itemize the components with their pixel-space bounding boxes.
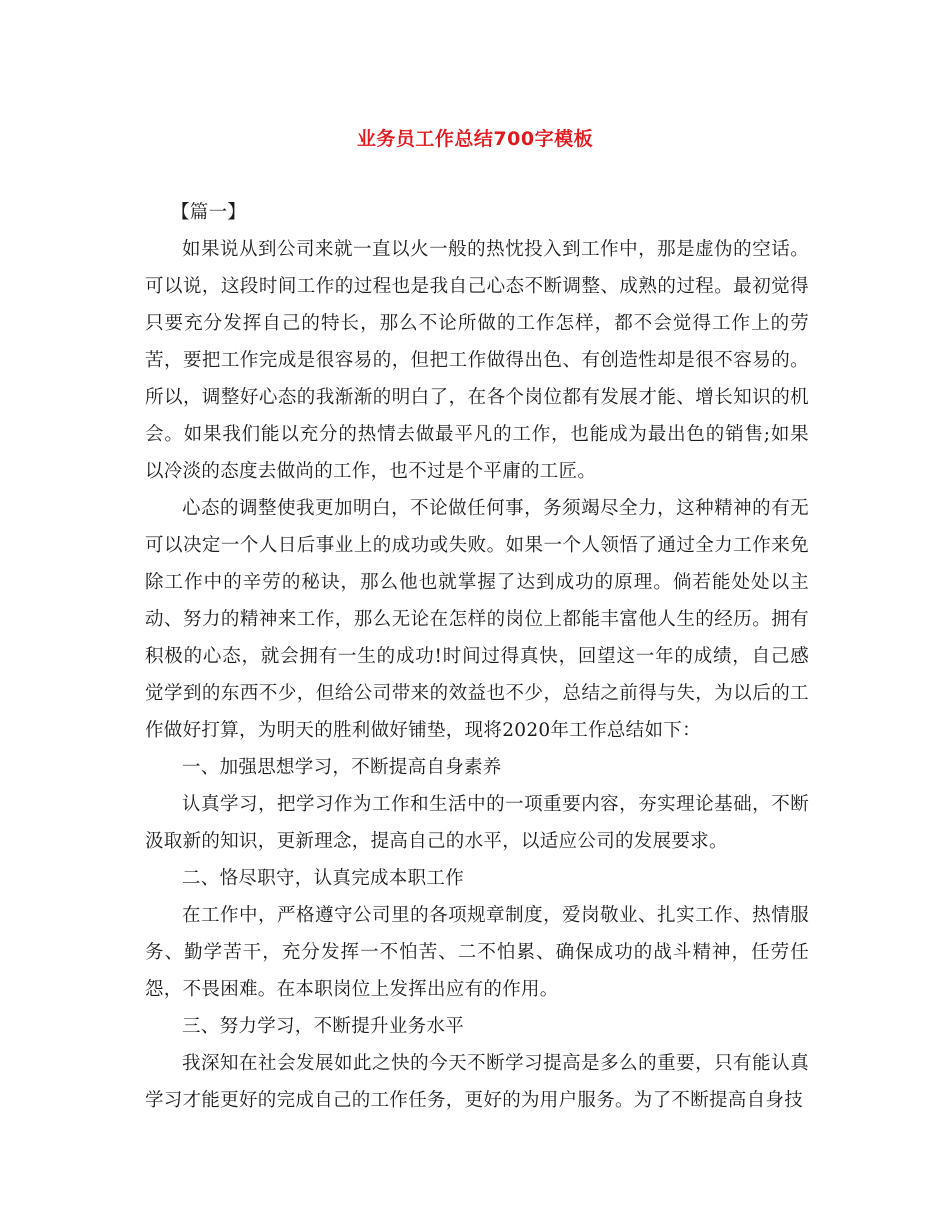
document-title: 业务员工作总结700字模板: [356, 128, 594, 150]
paragraph-mindset: 心态的调整使我更加明白，不论做任何事，务须竭尽全力，这种精神的有无可以决定一个人日后事业上的成功或失败。如果一个人领悟了通过全力工作来免除工作中的辛劳的秘诀，那么他也就掌握了达到成功的原理。倘若能处处以主动、努力的精神来工作，那么无论在怎样的岗位上都能丰富他人生的经历。拥有积极的心态，就会拥有一生的成功!时间过得真快，回望这一年的成绩，自己感觉学到的东西不少，但给公司带来的效益也不少，总结之前得与失，为以后的工作做好打算，为明天的胜利做好铺垫，现将2020年工作总结如下：: [145, 498, 809, 741]
paragraph-section-3: 我深知在社会发展如此之快的今天不断学习提高是多么的重要，只有能认真学习才能更好的完成自己的工作任务，更好的为用户服务。为了不断提高自身技: [145, 1053, 809, 1111]
document-body: [145, 194, 809, 1119]
heading-section-2: 二、恪尽职守，认真完成本职工作: [182, 868, 465, 889]
heading-section-3: 三、努力学习，不断提升业务水平: [182, 1016, 465, 1037]
heading-section-1: 一、加强思想学习，不断提高自身素养: [182, 757, 502, 778]
paragraph-intro: 如果说从到公司来就一直以火一般的热忱投入到工作中，那是虚伪的空话。可以说，这段时间工作的过程也是我自己心态不断调整、成熟的过程。最初觉得只要充分发挥自己的特长，那么不论所做的工作怎样，都不会觉得工作上的劳苦，要把工作完成是很容易的，但把工作做得出色、有创造性却是很不容易的。所以，调整好心态的我渐渐的明白了，在各个岗位都有发展才能、增长知识的机会。如果我们能以充分的热情去做最平凡的工作，也能成为最出色的销售;如果以冷淡的态度去做尚的工作，也不过是个平庸的工匠。: [145, 239, 809, 482]
section-label: 【篇一】: [171, 202, 247, 223]
paragraph-section-1: 认真学习，把学习作为工作和生活中的一项重要内容，夯实理论基础，不断汲取新的知识，更新理念，提高自己的水平，以适应公司的发展要求。: [145, 794, 809, 852]
paragraph-section-2: 在工作中，严格遵守公司里的各项规章制度，爱岗敬业、扎实工作、热情服务、勤学苦干，充分发挥一不怕苦、二不怕累、确保成功的战斗精神，任劳任怨，不畏困难。在本职岗位上发挥出应有的作用。: [145, 905, 809, 1000]
